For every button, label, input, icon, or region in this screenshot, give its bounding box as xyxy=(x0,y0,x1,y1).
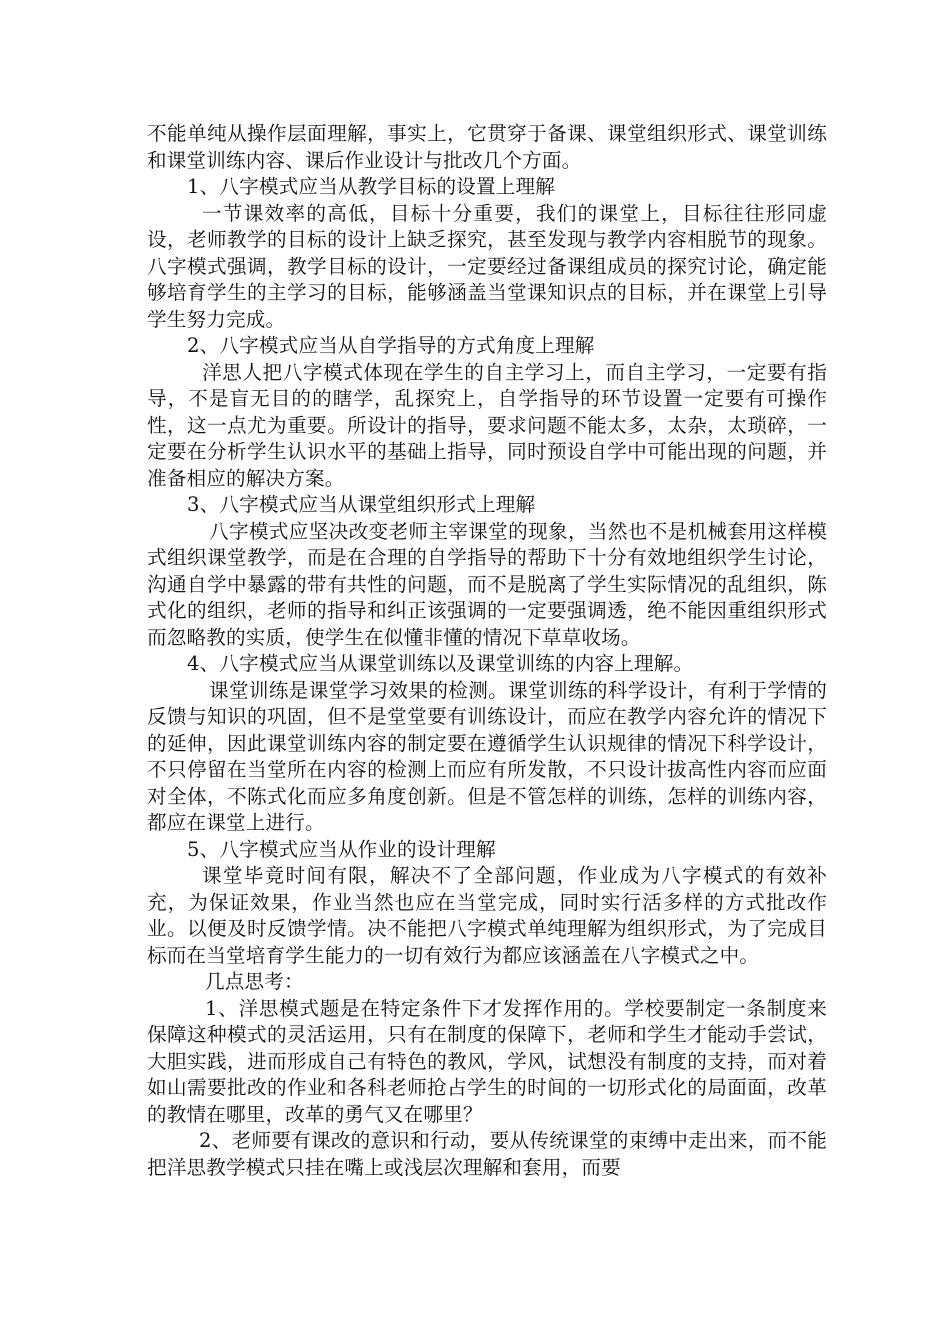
reflection-heading: 几点思考： xyxy=(205,970,304,993)
paragraph-section-5: 课堂毕竟时间有限，解决不了全部问题，作业成为八字模式的有效补充，为保证效果，作业当然也应在当堂完成，同时实行活多样的方式批改作业。以便及时反馈学情。决不能把八字模式单纯理解为组织形式，为了完成目标而在当堂培育学生能力的一切有效行为都应该涵盖在八字模式之中。 xyxy=(147,864,827,967)
section-heading-2: 2、八字模式应当从自学指导的方式角度上理解 xyxy=(187,334,595,357)
paragraph-reflection-2: 2、老师要有课改的意识和行动，要从传统课堂的束缚中走出来，而不能把洋思教学模式只挂在嘴上或浅层次理解和套用，而要 xyxy=(147,1129,827,1179)
section-heading-5: 5、八字模式应当从作业的设计理解 xyxy=(187,837,496,861)
section-heading-4: 4、八字模式应当从课堂训练以及课堂训练的内容上理解。 xyxy=(187,652,694,675)
section-heading-3: 3、八字模式应当从课堂组织形式上理解 xyxy=(187,493,536,516)
paragraph-intro-continued: 不能单纯从操作层面理解，事实上，它贯穿于备课、课堂组织形式、课堂训练和课堂训练内容、课后作业设计与批改几个方面。 xyxy=(147,122,827,172)
paragraph-section-2: 洋思人把八字模式体现在学生的自主学习上，而自主学习，一定要有指导，不是盲无目的的瞎学，乱探究上，自学指导的环节设置一定要有可操作性，这一点尤为重要。所设计的指导，要求问题不能太多，太杂，太琐碎，一定要在分析学生认识水平的基础上指导，同时预设自学中可能出现的问题，并准备相应的解决方案。 xyxy=(147,360,827,490)
paragraph-reflection-1: 1、洋思模式题是在特定条件下才发挥作用的。学校要制定一条制度来保障这种模式的灵活运用，只有在制度的保障下，老师和学生才能动手尝试，大胆实践，进而形成自己有特色的教风，学风，试想没有制度的支持，而对着如山需要批改的作业和各科老师抢占学生的时间的一切形式化的局面面，改革的教情在哪里，改革的勇气又在哪里？ xyxy=(147,996,827,1126)
section-heading-1: 1、八字模式应当从教学目标的设置上理解 xyxy=(187,175,556,198)
paragraph-section-3: 八字模式应坚决改变老师主宰课堂的现象，当然也不是机械套用这样模式组织课堂教学，而是在合理的自学指导的帮助下十分有效地组织学生讨论，沟通自学中暴露的带有共性的问题，而不是脱离了学生实际情况的乱组织，陈式化的组织，老师的指导和纠正该强调的一定要强调透，绝不能因重组织形式而忽略教的实质，使学生在似懂非懂的情况下草草收场。 xyxy=(147,519,827,649)
document-page xyxy=(147,121,827,1181)
paragraph-section-4: 课堂训练是课堂学习效果的检测。课堂训练的科学设计，有利于学情的反馈与知识的巩固，但不是堂堂要有训练设计，而应在教学内容允许的情况下的延伸，因此课堂训练内容的制定要在遵循学生认识规律的情况下科学设计，不只停留在当堂所在内容的检测上而应有所发散，不只设计拔高性内容而应面对全体，不陈式化而应多角度创新。但是不管怎样的训练，怎样的训练内容，都应在课堂上进行。 xyxy=(147,678,827,834)
paragraph-section-1: 一节课效率的高低，目标十分重要，我们的课堂上，目标往往形同虚设，老师教学的目标的设计上缺乏探究，甚至发现与教学内容相脱节的现象。八字模式强调，教学目标的设计，一定要经过备课组成员的探究讨论，确定能够培育学生的主学习的目标，能够涵盖当堂课知识点的目标，并在课堂上引导学生努力完成。 xyxy=(147,201,827,331)
